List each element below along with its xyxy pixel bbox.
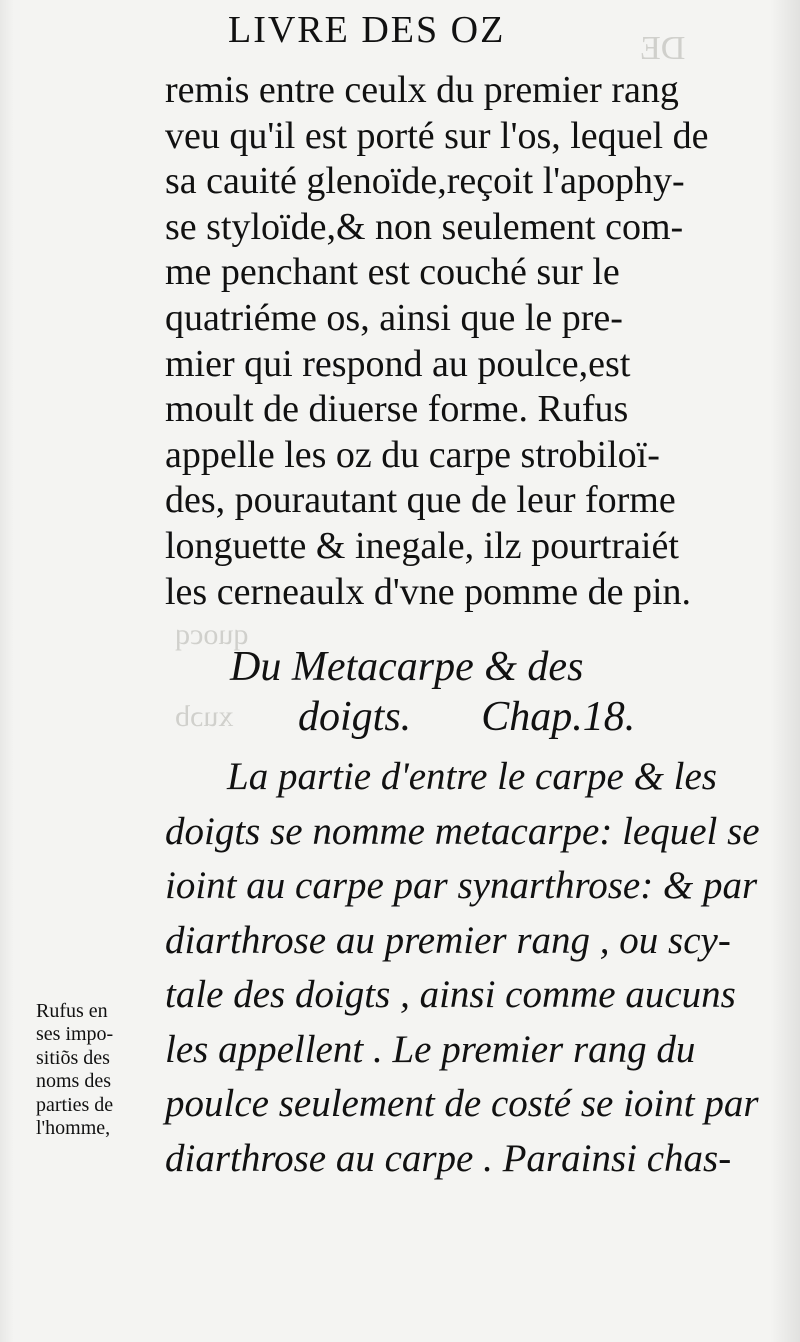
bleed-through-decoration: quocq (175, 618, 249, 651)
margin-line: noms des (36, 1070, 111, 1093)
chapter-title-line-2 (230, 692, 690, 742)
text-line: diarthrose au premier rang , ou scy- (165, 918, 731, 962)
text-line: des, pourautant que de leur forme (165, 479, 676, 522)
text-line: veu qu'il est porté sur l'os, lequel de (165, 114, 709, 157)
chapter-title-line: Du Metacarpe & des (230, 644, 584, 690)
text-line: les appellent . Le premier rang du (165, 1027, 696, 1071)
bleed-through-decoration: DE (640, 30, 686, 67)
chapter-number: Chap.18. (481, 694, 636, 740)
text-line: moult de diuerse forme. Rufus (165, 388, 629, 431)
margin-line: Rufus en (36, 1000, 108, 1022)
chapter-heading (230, 642, 690, 742)
marginal-note (36, 1000, 156, 1140)
text-line: longuette & inegale, ilz pourtraiét (165, 524, 679, 567)
text-line: poulce seulement de costé se ioint par (165, 1082, 759, 1125)
text-line: sa cauité glenoïde,reçoit l'apophy- (165, 160, 685, 203)
text-line: les cerneaulx d'vne pomme de pin. (165, 570, 692, 613)
chapter-title-continuation: doigts. (298, 694, 412, 740)
margin-line: parties de (36, 1093, 114, 1116)
margin-line: l'homme, (36, 1117, 111, 1140)
margin-line: sitiõs des (36, 1046, 110, 1069)
italic-body-text (165, 750, 765, 1186)
text-line: quatriéme os, ainsi que le pre- (165, 296, 623, 339)
text-line: mier qui respond au poulce,est (165, 342, 631, 385)
text-line: tale des doigts , ainsi comme aucuns (165, 973, 736, 1016)
running-head: LIVRE DES OZ (228, 9, 506, 51)
text-line: se styloïde,& non seulement com- (165, 205, 684, 248)
text-line: me penchant est couché sur le (165, 251, 620, 294)
text-line: remis entre ceulx du premier rang (165, 69, 679, 111)
margin-line: ses impo- (36, 1023, 114, 1046)
roman-body-text (165, 68, 765, 615)
text-line: doigts se nomme metacarpe: lequel se (165, 809, 760, 853)
text-line: diarthrose au carpe . Parainsi chas- (165, 1136, 732, 1180)
text-line: La partie d'entre le carpe & les (227, 755, 717, 798)
bleed-through-decoration: xuɔb (175, 700, 234, 733)
text-line: appelle les oz du carpe strobiloï- (165, 433, 660, 476)
text-line: ioint au carpe par synarthrose: & par (165, 864, 758, 907)
